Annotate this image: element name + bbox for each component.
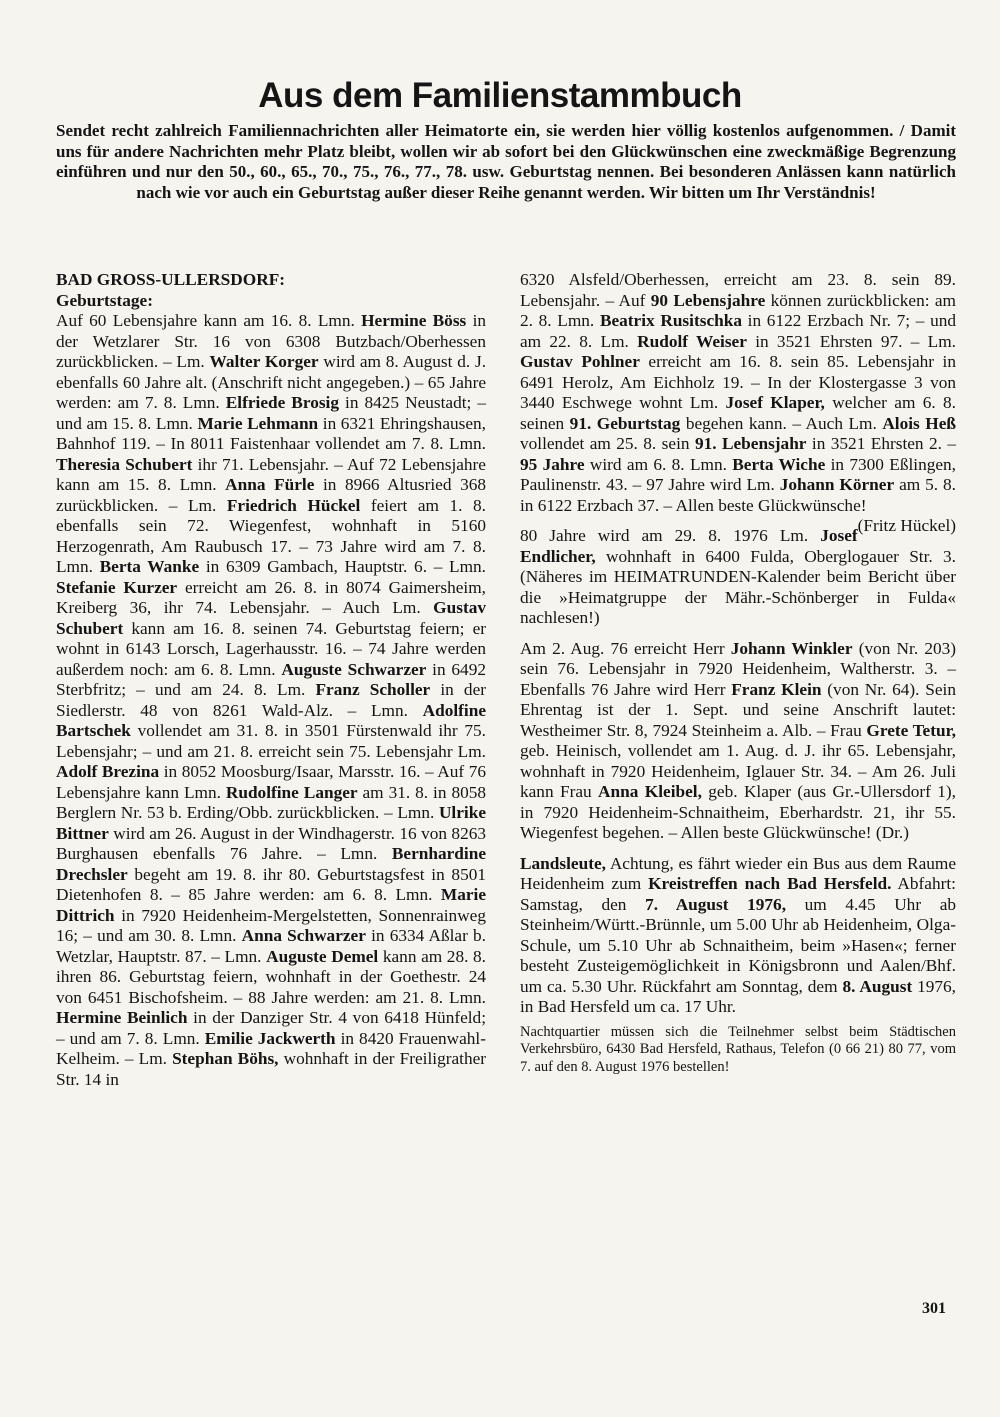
text-run: 6320 Alsfeld/Oberhessen, erreicht am 23. 8. sein 89. Lebensjahr. – Auf xyxy=(520,270,956,310)
bold-run: Franz Scholler xyxy=(315,680,431,699)
text-run: in 7920 Heidenheim-Mergelstetten, Sonnenrainweg 16; – und am 30. 8. Lmn. xyxy=(56,905,486,945)
text-run: in 6492 Sterbfritz; – und am 24. 8. Lm. xyxy=(56,659,486,699)
bold-run: Rudolfine Langer xyxy=(225,782,358,802)
bold-run: 8. August xyxy=(842,976,913,996)
text-run: geb. Heinisch, vollendet am 1. Aug. d. J. ihr 65. Lebensjahr, wohnhaft in 7920 Heidenheim, Iglauer Str. 34. – Am 26. Juli kann Frau xyxy=(520,741,956,801)
text-run: Achtung, es fährt wieder ein Bus aus dem Raume Heidenheim zum xyxy=(520,853,956,893)
text-run: in 6309 Gambach, Hauptstr. 6. – Lmn. xyxy=(199,557,486,576)
text-run: am 31. 8. in 8058 Berglern Nr. 53 b. Erding/Obb. zurückblicken. – Lmn. xyxy=(56,782,487,822)
birthday-paragraph-continued xyxy=(520,270,957,535)
bold-run: Emilie Jackwerth xyxy=(204,1028,336,1048)
text-run: 80 Jahre wird am 29. 8. 1976 Lm. xyxy=(520,526,821,545)
text-run: in 6334 Aßlar b. Wetzlar, Hauptstr. 87. – Lmn. xyxy=(56,926,487,966)
text-run: vollendet am 25. 8. sein xyxy=(520,434,695,453)
text-run: wohnhaft in der Freiligrather Str. 14 in xyxy=(56,1049,487,1089)
text-run: Am 2. Aug. 76 erreicht Herr xyxy=(520,638,731,658)
bold-run: Josef Klaper, xyxy=(725,393,825,412)
left-column xyxy=(56,270,486,1090)
bold-run: 7. August 1976, xyxy=(645,894,787,914)
text-run: wird am 26. August in der Windhagerstr. 16 von 8263 Burghausen ebenfalls 76 Jahre. – Lmn. xyxy=(56,823,486,863)
bold-run: Johann Körner xyxy=(779,475,895,494)
text-run: begeht am 19. 8. ihr 80. Geburtstagsfest in 8501 Dietenhofen 8. – 85 Jahre werden: am 6. 8. Lmn. xyxy=(56,864,486,904)
bold-run: Stephan Böhs, xyxy=(172,1049,279,1068)
text-run: vollendet am 31. 8. in 3501 Fürstenwald ihr 75. Lebensjahr; – und am 21. 8. erreicht sein 75. Lebensjahr Lm. xyxy=(56,721,486,761)
bold-run: Franz Klein xyxy=(731,679,822,699)
text-run: kann am 28. 8. ihren 86. Geburtstag feiern, wohnhaft in der Goethestr. 24 von 6451 Bischofsheim. – 88 Jahre werden: am 21. 8. Lmn. xyxy=(56,946,486,1007)
bold-run: Stefanie Kurzer xyxy=(56,577,178,597)
bold-run: Elfriede Brosig xyxy=(225,393,340,412)
author-signature: (Fritz Hückel) xyxy=(857,516,956,535)
bold-run: 95 Jahre xyxy=(520,454,585,474)
bold-run: Anna Schwarzer xyxy=(241,926,366,945)
text-run: geb. Klaper (aus Gr.-Ullersdorf 1), in 7920 Heidenheim-Schnaitheim, Eberhardstr. 21, ihr 55. Wiegenfest begehen. – Allen beste Glückwünsche! (Dr.) xyxy=(520,782,957,842)
bold-run: Walter Korger xyxy=(209,352,319,371)
bold-run: Marie Lehmann xyxy=(197,413,319,433)
text-run: erreicht am 26. 8. in 8074 Gaimersheim, Kreiberg 36, ihr 74. Lebensjahr. – Auch Lm. xyxy=(56,577,486,617)
text-run: können zurückblicken: am 2. 8. Lmn. xyxy=(520,290,956,330)
right-column xyxy=(520,270,956,1076)
bold-run: Anna Fürle xyxy=(225,475,315,494)
bus-announcement xyxy=(520,854,956,1018)
text-run: (von Nr. 64). Sein Ehrentag ist der 1. Sept. und seine Anschrift lautet: Westheimer Str. 8, 7924 Steinheim a. Alb. – Frau xyxy=(520,679,956,740)
bold-run: Ulrike Bittner xyxy=(56,803,486,843)
intro-paragraph: Sendet recht zahlreich Familiennachrichten aller Heimatorte ein, sie werden hier völlig kostenlos aufgenommen. / Damit uns für andere Nachrichten mehr Platz bleibt, wollen wir ab sofort bei den Glückwünschen eine zweckmäßige Begrenzung einführen und nur den 50., 60., 65., 70., 75., 76., 77., 78. usw. Geburtstag nennen. Bei besonderen Anlässen kann natürlich nach wie vor auch ein Geburtstag außer dieser Reihe genannt werden. Wir bitten um Ihr Verständnis! xyxy=(56,121,956,202)
text-run: am 5. 8. in 6122 Erzbach 37. – Allen beste Glückwünsche! xyxy=(520,475,956,515)
bold-run: Anna Kleibel, xyxy=(598,782,702,801)
bold-run: Landsleute, xyxy=(520,853,606,873)
endlicher-paragraph xyxy=(520,526,956,629)
bold-run: Marie Dittrich xyxy=(56,885,486,925)
text-run: in 8425 Neustadt; – und am 15. 8. Lmn. xyxy=(56,393,486,433)
bold-run: 90 Lebensjahre xyxy=(650,290,766,310)
text-run: in 8420 Frauenwahl-Kelheim. – Lm. xyxy=(56,1028,486,1068)
bold-run: Auguste Schwarzer xyxy=(281,659,427,679)
text-run: in 7300 Eßlingen, Paulinenstr. 43. – 97 Jahre wird Lm. xyxy=(520,454,956,494)
text-run: in 6321 Ehringshausen, Bahnhof 119. – In 8011 Faistenhaar vollendet am 7. 8. Lmn. xyxy=(56,413,486,453)
text-run: (von Nr. 203) sein 76. Lebensjahr in 7920 Heidenheim, Waltherstr. 3. – Ebenfalls 76 Jahre wird Herr xyxy=(520,638,956,699)
bold-run: 91. Geburtstag xyxy=(569,413,681,433)
text-run: in 3521 Ehrsten 2. – xyxy=(806,434,957,453)
bold-run: Auguste Demel xyxy=(266,946,379,966)
text-run: feiert am 1. 8. ebenfalls sein 72. Wiegenfest, wohnhaft in 5160 Herzogenrath, Am Raubusch 17. – 73 Jahre wird am 7. 8. Lmn. xyxy=(56,495,486,576)
bold-run: Hermine Böss xyxy=(361,311,467,330)
text-run: in 8966 Altusried 368 zurückblicken. – Lm. xyxy=(56,475,486,515)
bold-run: Gustav Pohlner xyxy=(520,352,640,371)
bold-run: Grete Tetur, xyxy=(866,720,956,740)
text-run: in 6122 Erzbach Nr. 7; – und am 22. 8. Lm. xyxy=(520,311,957,351)
text-run: in 8052 Moosburg/Isaar, Marsstr. 16. – Auf 76 Lebensjahre kann Lmn. xyxy=(56,762,487,802)
text-run: Auf 60 Lebensjahre kann am 16. 8. Lmn. xyxy=(56,311,362,330)
bold-run: Gustav Schubert xyxy=(56,598,486,638)
text-run: in der Danziger Str. 4 von 6418 Hünfeld; – und am 7. 8. Lmn. xyxy=(56,1008,486,1048)
accommodation-note: Nachtquartier müssen sich die Teilnehmer selbst beim Städtischen Verkehrsbüro, 6430 Bad Hersfeld, Rathaus, Telefon (0 66 21) 80 77, vom 7. auf den 8. August 1976 bestellen! xyxy=(520,1023,956,1075)
bold-run: Hermine Beinlich xyxy=(56,1008,188,1027)
bold-run: Beatrix Rusitschka xyxy=(599,311,742,330)
text-run: erreicht am 16. 8. sein 85. Lebensjahr in 6491 Herolz, Am Eichholz 19. – In der Klostergasse 3 von 3440 Eschwege wohnt Lm. xyxy=(520,352,957,412)
heidenheim-paragraph xyxy=(520,639,956,844)
bold-run: Friedrich Hückel xyxy=(226,495,361,515)
section-title: BAD GROSS-ULLERSDORF: xyxy=(56,270,286,289)
text-run: welcher am 6. 8. seinen xyxy=(520,393,956,433)
text-run: in 3521 Ehrsten 97. – Lm. xyxy=(746,331,956,351)
text-run: begehen kann. – Auch Lm. xyxy=(680,413,883,433)
text-run: kann am 16. 8. seinen 74. Geburtstag feiern; er wohnt in 6143 Lorsch, Lagerhausstr. 16. – 74 Jahre werden außerdem noch: am 6. 8. Lmn. xyxy=(56,618,486,679)
text-run: wird am 8. August d. J. ebenfalls 60 Jahre alt. (Anschrift nicht angegeben.) – 65 Jahre werden: am 7. 8. Lmn. xyxy=(56,352,487,412)
page-heading: Aus dem Familienstammbuch xyxy=(258,76,742,115)
bold-run: Bernhardine Drechsler xyxy=(56,844,486,884)
text-run: wird am 6. 8. Lmn. xyxy=(584,454,733,474)
birthday-paragraph xyxy=(56,311,486,1090)
text-run: um 4.45 Uhr ab Steinheim/Württ.-Brünnle, um 5.00 Uhr ab Heidenheim, Olga-Schule, um 5.10 Uhr ab Schnaitheim, beim »Hasen«; ferner besteht Zusteigemöglichkeit in Königsbronn und Aalen/Bhf. um ca. 5.30 Uhr. Rückfahrt am Sonntag, dem xyxy=(520,894,957,996)
bold-run: Theresia Schubert xyxy=(56,454,193,474)
bold-run: Kreistreffen nach Bad Hersfeld. xyxy=(648,874,892,893)
bold-run: Adolfine Bartschek xyxy=(56,700,486,740)
text-run: Abfahrt: Samstag, den xyxy=(520,874,956,914)
bold-run: Berta Wiche xyxy=(732,454,826,474)
bold-run: Adolf Brezina xyxy=(56,762,160,781)
text-run: ihr 71. Lebensjahr. – Auf 72 Lebensjahre kann am 15. 8. Lmn. xyxy=(56,454,486,494)
text-run: wohnhaft in 6400 Fulda, Oberglogauer Str. 3. (Näheres im HEIMATRUNDEN-Kalender beim Bericht über die »Heimatgruppe der Mähr.-Schönberger in Fulda« nachlesen!) xyxy=(520,546,956,627)
bold-run: Berta Wanke xyxy=(99,557,200,576)
subsection-title: Geburtstage: xyxy=(56,290,153,310)
page-number: 301 xyxy=(922,1300,946,1317)
text-run: 1976, in Bad Hersfeld um ca. 17 Uhr. xyxy=(520,976,956,1016)
bold-run: 91. Lebensjahr xyxy=(694,434,807,453)
text-run: in der Siedlerstr. 48 von 8261 Wald-Alz. – Lmn. xyxy=(56,680,486,720)
bold-run: Rudolf Weiser xyxy=(637,331,747,351)
text-run: in der Wetzlarer Str. 16 von 6308 Butzbach/Oberhessen zurückblicken. – Lm. xyxy=(56,311,487,371)
bold-run: Alois Heß xyxy=(882,413,956,433)
bold-run: Johann Winkler xyxy=(730,638,853,658)
bold-run: Josef Endlicher, xyxy=(520,526,858,566)
